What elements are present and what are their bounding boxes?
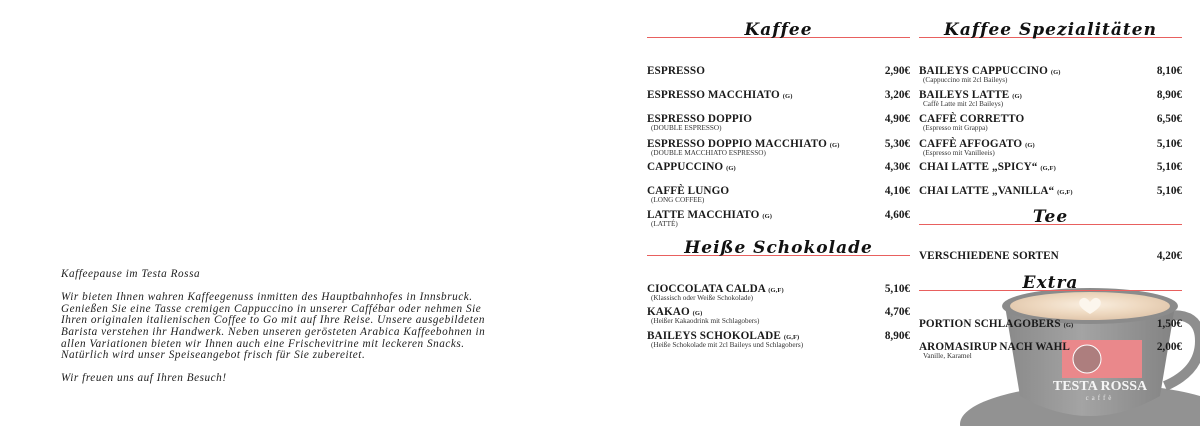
menu-item [647, 138, 910, 157]
item-name: PORTION SCHLAGOBERS [919, 318, 1061, 330]
item-price: 1,50€ [1156, 318, 1182, 330]
section-header-kaffee [647, 22, 910, 42]
intro-line: Wir bieten Ihnen wahren Kaffeegenuss inmitten des Hauptbahnhofes in Innsbruck. [61, 291, 473, 304]
menu-item [647, 283, 910, 302]
item-allergen-tag: (G) [1050, 69, 1061, 76]
menu-item [647, 65, 910, 77]
item-allergen-tag: (G) [692, 310, 703, 317]
item-allergen-tag: (G) [762, 213, 773, 220]
menu-item [919, 138, 1182, 157]
item-name: CAFFÈ LUNGO [647, 185, 730, 197]
item-price: 2,00€ [1156, 341, 1182, 353]
intro-line: Natürlich wird unser Speiseangebot frisch für Sie zubereitet. [61, 349, 366, 362]
item-price: 8,90€ [1156, 89, 1182, 101]
item-price: 4,60€ [884, 209, 910, 221]
item-description: (Klassisch oder Weiße Schokolade) [651, 294, 754, 302]
item-name: VERSCHIEDENE SORTEN [919, 250, 1059, 262]
item-price: 5,10€ [884, 283, 910, 295]
section-title: Extra [1022, 273, 1079, 293]
item-price: 5,30€ [884, 138, 910, 150]
item-price: 2,90€ [884, 65, 910, 77]
section-header-tee [919, 209, 1182, 229]
item-name: CHAI LATTE „VANILLA“ [919, 185, 1055, 197]
menu-item [919, 113, 1182, 132]
menu-item [919, 250, 1182, 262]
section-title: Kaffee [744, 20, 813, 40]
item-description: (DOUBLE ESPRESSO) [651, 124, 722, 132]
item-description: Vanille, Karamel [923, 352, 972, 360]
item-name: CIOCCOLATA CALDA [647, 283, 766, 295]
menu-item [647, 209, 910, 228]
menu-item [919, 185, 1182, 197]
menu-item [647, 161, 910, 173]
intro-line: Genießen Sie eine Tasse cremigen Cappuccino in unserer Caffébar oder nehmen Sie [61, 302, 482, 315]
item-price: 5,10€ [1156, 161, 1182, 173]
item-price: 4,70€ [884, 306, 910, 318]
item-description: (DOUBLE MACCHIATO ESPRESSO) [651, 149, 766, 157]
item-allergen-tag: (G) [782, 93, 793, 100]
intro-closing: Wir freuen uns auf Ihren Besuch! [61, 372, 227, 385]
menu-item [919, 161, 1182, 173]
item-name: BAILEYS CAPPUCCINO [919, 65, 1048, 77]
intro-line: Ihren originalen italienischen Coffee to Go mit auf Ihre Reise. Unsere ausgebildeten [61, 314, 486, 327]
item-name: BAILEYS SCHOKOLADE [647, 330, 781, 342]
item-allergen-tag: (G) [1025, 142, 1035, 149]
item-description: (Heißer Kakaodrink mit Schlagobers) [651, 317, 760, 325]
section-title: Tee [1032, 207, 1069, 227]
item-allergen-tag: (G,F) [1040, 165, 1056, 172]
item-description: (LATTÉ) [651, 220, 678, 228]
item-price: 4,30€ [884, 161, 910, 173]
item-name: ESPRESSO DOPPIO MACCHIATO [647, 138, 827, 150]
item-price: 5,10€ [1156, 138, 1182, 150]
section-title: Heiße Schokolade [684, 238, 873, 258]
item-name: CAFFÈ AFFOGATO [919, 138, 1023, 150]
item-name: ESPRESSO [647, 65, 706, 77]
item-price: 4,10€ [884, 185, 910, 197]
menu-item [647, 306, 910, 325]
cup-brand-text: TESTA ROSSA [1052, 379, 1148, 394]
item-description: (LONG COFFEE) [651, 196, 705, 204]
section-title: Kaffee Spezialitäten [944, 20, 1157, 40]
item-allergen-tag: (G,F) [783, 334, 800, 341]
item-description: (Cappuccino mit 2cl Baileys) [923, 76, 1008, 84]
section-header-spezialitaeten [919, 22, 1182, 42]
menu-item [919, 341, 1182, 360]
item-description: (Espresso mit Vanilleeis) [923, 149, 995, 157]
menu-item [919, 89, 1182, 108]
item-price: 5,10€ [1156, 185, 1182, 197]
intro-line: allen Variationen bieten wir Ihnen auch eine Frischevitrine mit leckeren Snacks. [61, 337, 465, 350]
menu-item [919, 318, 1182, 330]
menu-item [647, 89, 910, 101]
item-description: Caffè Latte mit 2cl Baileys) [923, 100, 1004, 108]
item-name: AROMASIRUP NACH WAHL [919, 341, 1070, 353]
item-allergen-tag: (G) [1012, 93, 1022, 100]
item-name: LATTE MACCHIATO [647, 209, 760, 221]
item-name: CAFFÈ CORRETTO [919, 113, 1025, 125]
item-name: KAKAO [647, 306, 690, 318]
item-price: 3,20€ [884, 89, 910, 101]
section-header-extra [919, 275, 1182, 295]
item-allergen-tag: (G) [829, 142, 840, 149]
intro-text [61, 269, 531, 385]
menu-item [647, 330, 910, 349]
item-name: ESPRESSO MACCHIATO [647, 89, 780, 101]
menu-item [919, 65, 1182, 84]
item-name: CAPPUCCINO [647, 161, 724, 173]
item-price: 4,90€ [884, 113, 910, 125]
intro-line: Barista verstehen ihr Handwerk. Neben unseren gerösteten Arabica Kaffeebohnen in [61, 325, 486, 338]
item-allergen-tag: (G) [1063, 322, 1074, 329]
item-price: 4,20€ [1156, 250, 1182, 262]
cup-brand-sub: caffè [1085, 394, 1115, 402]
item-price: 8,10€ [1156, 65, 1182, 77]
item-allergen-tag: (G,F) [768, 287, 784, 294]
item-description: (Heiße Schokolade mit 2cl Baileys und Schlagobers) [651, 341, 804, 349]
item-description: (Espresso mit Grappa) [923, 124, 988, 132]
item-price: 6,50€ [1156, 113, 1182, 125]
item-name: BAILEYS LATTE [919, 89, 1010, 101]
item-allergen-tag: (G) [726, 165, 736, 172]
section-header-schokolade [647, 240, 910, 260]
item-price: 8,90€ [884, 330, 910, 342]
intro-heading: Kaffeepause im Testa Rossa [61, 268, 201, 280]
item-name: ESPRESSO DOPPIO [647, 113, 753, 125]
item-name: CHAI LATTE „SPICY“ [919, 161, 1038, 173]
menu-item [647, 113, 910, 132]
menu-item [647, 185, 910, 204]
item-allergen-tag: (G,F) [1057, 189, 1073, 196]
